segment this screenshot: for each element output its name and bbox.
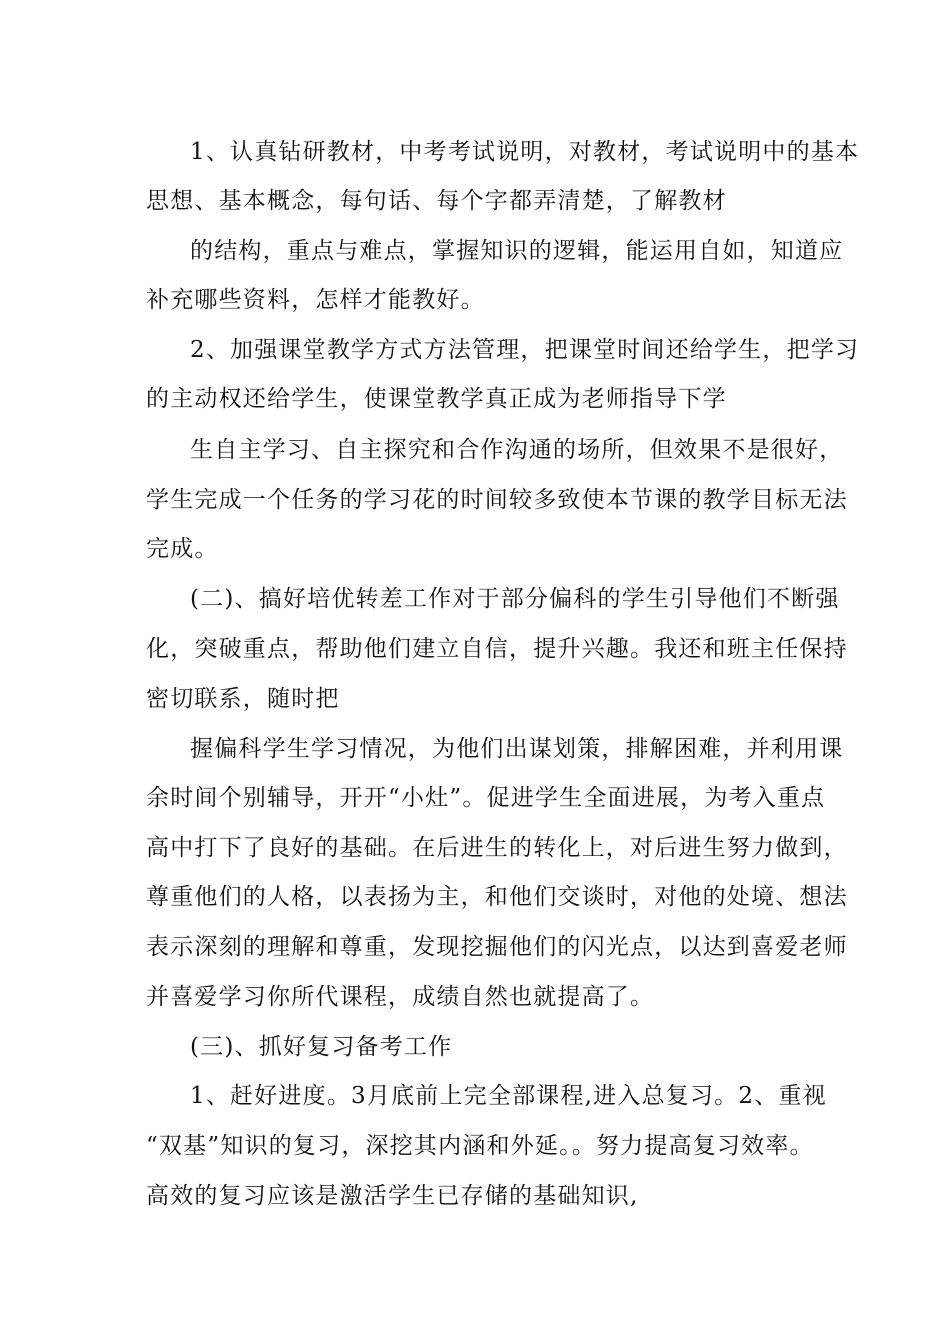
paragraph-line: 高效的复习应该是激活学生已存储的基础知识, xyxy=(146,1183,639,1209)
paragraph-line: 1、赶好进度。3月底前上完全部课程,进入总复习。2、重视 xyxy=(190,1083,827,1109)
paragraph-line: 完成。 xyxy=(146,536,219,562)
paragraph-line: 尊重他们的人格，以表扬为主，和他们交谈时，对他的处境、想法 xyxy=(146,884,848,910)
paragraph-line: 余时间个别辅导，开开“小灶”。促进学生全面进展，为考入重点 xyxy=(146,785,826,811)
paragraph-line: 生自主学习、自主探究和合作沟通的场所，但效果不是很好， xyxy=(190,437,844,463)
paragraph-line: 补充哪些资料，怎样才能教好。 xyxy=(146,287,485,313)
paragraph-line: 2、加强课堂教学方式方法管理，把课堂时间还给学生，把学习 xyxy=(190,337,860,363)
paragraph-line: 1、认真钻研教材，中考考试说明，对教材，考试说明中的基本 xyxy=(190,139,860,165)
paragraph-line: 的主动权还给学生，使课堂教学真正成为老师指导下学 xyxy=(146,386,727,412)
paragraph-line: 并喜爱学习你所代课程，成绩自然也就提高了。 xyxy=(146,984,655,1010)
paragraph-line: 思想、基本概念，每句话、每个字都弄清楚，了解教材 xyxy=(146,188,727,214)
paragraph-line: (二)、搞好培优转差工作对于部分偏科的学生引导他们不断强 xyxy=(190,586,840,612)
paragraph-line: 表示深刻的理解和尊重，发现挖掘他们的闪光点，以达到喜爱老师 xyxy=(146,934,848,960)
paragraph-line: “双基”知识的复习，深挖其内涵和外延。。努力提高复习效率。 xyxy=(146,1133,814,1159)
paragraph-line: (三)、抓好复习备考工作 xyxy=(190,1034,453,1060)
paragraph-line: 握偏科学生学习情况，为他们出谋划策，排解困难，并利用课 xyxy=(190,736,844,762)
paragraph-line: 密切联系，随时把 xyxy=(146,686,340,712)
paragraph-line: 的结构，重点与难点，掌握知识的逻辑，能运用自如，知道应 xyxy=(190,238,844,264)
paragraph-line: 学生完成一个任务的学习花的时间较多致使本节课的教学目标无法 xyxy=(146,487,848,513)
paragraph-line: 高中打下了良好的基础。在后进生的转化上，对后进生努力做到， xyxy=(146,835,848,861)
paragraph-line: 化，突破重点，帮助他们建立自信，提升兴趣。我还和班主任保持 xyxy=(146,636,848,662)
